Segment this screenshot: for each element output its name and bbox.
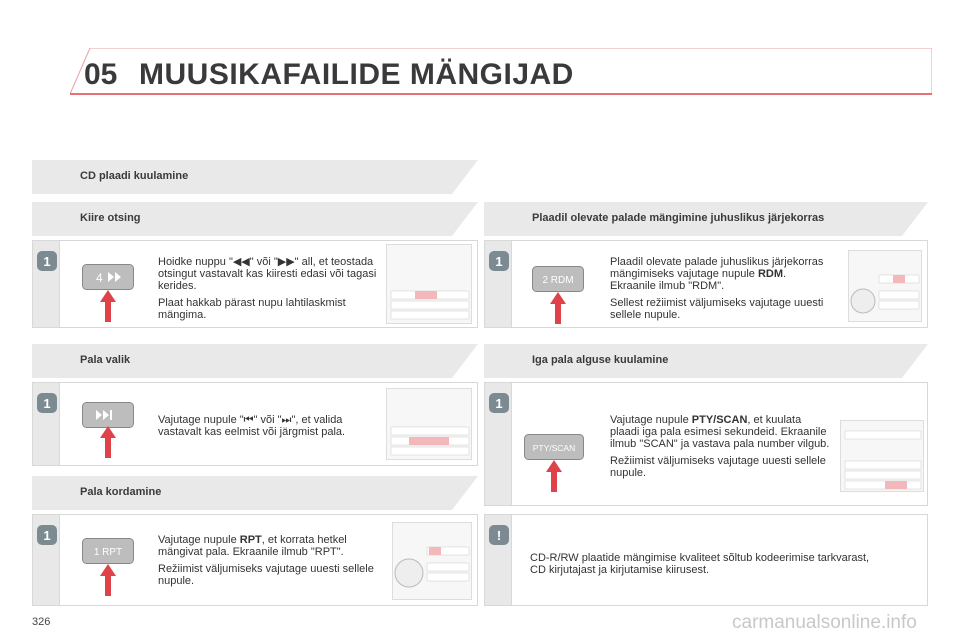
button-label: PTY/SCAN: [532, 443, 576, 453]
text-run: , et kuulata plaadi iga pala esimesi sekundeid. Ekraanile ilmub "SCAN" ja vastava pala number vilgub.: [610, 414, 830, 450]
step-tab: [484, 382, 512, 506]
note-text: [530, 552, 870, 581]
section-header-fast-search: [32, 200, 478, 238]
press-arrow-icon: [550, 292, 566, 329]
radio-panel-image: [386, 388, 472, 460]
button-label: 4: [96, 271, 103, 285]
svg-text:!: !: [496, 528, 502, 543]
section-title: Pala valik: [80, 354, 131, 366]
page-title: MUUSIKAFAILIDE MÄNGIJAD: [139, 58, 574, 91]
bold-term: PTY/SCAN: [691, 414, 748, 426]
step-tab: [32, 514, 60, 606]
bold-term: RPT: [239, 534, 262, 546]
step-number-badge: [37, 251, 57, 271]
section-header-track-select: [32, 342, 478, 380]
step-number-badge: [37, 525, 57, 545]
svg-text:1: 1: [43, 528, 51, 543]
button-label: 2 RDM: [542, 275, 574, 286]
warning-badge: [489, 525, 509, 545]
press-arrow-icon: [546, 460, 562, 497]
section-header-repeat: [32, 474, 478, 512]
section-title: Iga pala alguse kuulamine: [532, 354, 669, 366]
radio-panel-image: [840, 420, 924, 492]
section-header-scan: [484, 342, 928, 380]
step-tab: [484, 240, 512, 328]
radio-panel-image: [392, 522, 472, 600]
radio-panel-image: [386, 244, 472, 324]
section-title: Kiire otsing: [80, 212, 141, 224]
step-number-badge: [37, 393, 57, 413]
step-number-badge: [489, 251, 509, 271]
press-arrow-icon: [100, 290, 116, 327]
paragraph: Plaat hakkab pärast nupu lahtilaskmist mängima.: [158, 297, 346, 321]
track-select-text: [158, 414, 380, 443]
page-number: 326: [32, 616, 51, 628]
section-title: Pala kordamine: [80, 486, 162, 498]
press-arrow-icon: [100, 426, 116, 463]
text-run: , et korrata hetkel mängivat pala. Ekraanile ilmub "RPT".: [158, 534, 347, 558]
step-tab: [484, 514, 512, 606]
paragraph: Režiimist väljumiseks vajutage uuesti sellele nupule.: [610, 455, 826, 479]
text-run: . Ekraanile ilmub "RDM".: [610, 268, 787, 292]
fast-search-text: [158, 256, 380, 326]
paragraph: Režiimist väljumiseks vajutage uuesti sellele nupule.: [158, 563, 374, 587]
svg-text:1: 1: [495, 396, 503, 411]
watermark: carmanualsonline.info: [732, 612, 917, 633]
section-header-cd-listen: [32, 158, 478, 196]
paragraph: Hoidke nuppu "◀◀" või "▶▶" all, et teostada otsingut vastavalt kas kiiresti edasi või tagasi kerides.: [158, 256, 377, 292]
scan-text: [610, 414, 832, 484]
section-header-random: [484, 200, 928, 238]
random-text: [610, 256, 828, 326]
button-label: 1 RPT: [93, 547, 123, 558]
repeat-text: [158, 534, 380, 592]
svg-text:1: 1: [43, 254, 51, 269]
text-run: Vajutage nupule: [610, 414, 692, 426]
svg-text:1: 1: [43, 396, 51, 411]
press-arrow-icon: [100, 564, 116, 601]
chapter-number: 05: [84, 58, 118, 91]
paragraph: Sellest režiimist väljumiseks vajutage uuesti sellele nupule.: [610, 297, 824, 321]
svg-text:1: 1: [495, 254, 503, 269]
section-title: Plaadil olevate palade mängimine juhuslikus järjekorras: [532, 212, 825, 224]
text-run: Vajutage nupule: [158, 534, 240, 546]
bold-term: RDM: [757, 268, 784, 280]
step-tab: [32, 382, 60, 466]
radio-panel-image: [848, 250, 922, 322]
paragraph: CD-R/RW plaatide mängimise kvaliteet sõltub kodeerimise tarkvarast, CD kirjutajast ja kirjutamise kiirusest.: [530, 552, 870, 576]
step-tab: [32, 240, 60, 328]
step-number-badge: [489, 393, 509, 413]
paragraph: Vajutage nupule "⏮" või "⏭", et valida vastavalt kas eelmist või järgmist pala.: [158, 414, 346, 438]
section-title: CD plaadi kuulamine: [80, 170, 189, 182]
text-run: Plaadil olevate palade juhuslikus järjekorras mängimiseks vajutage nupule: [610, 256, 824, 280]
